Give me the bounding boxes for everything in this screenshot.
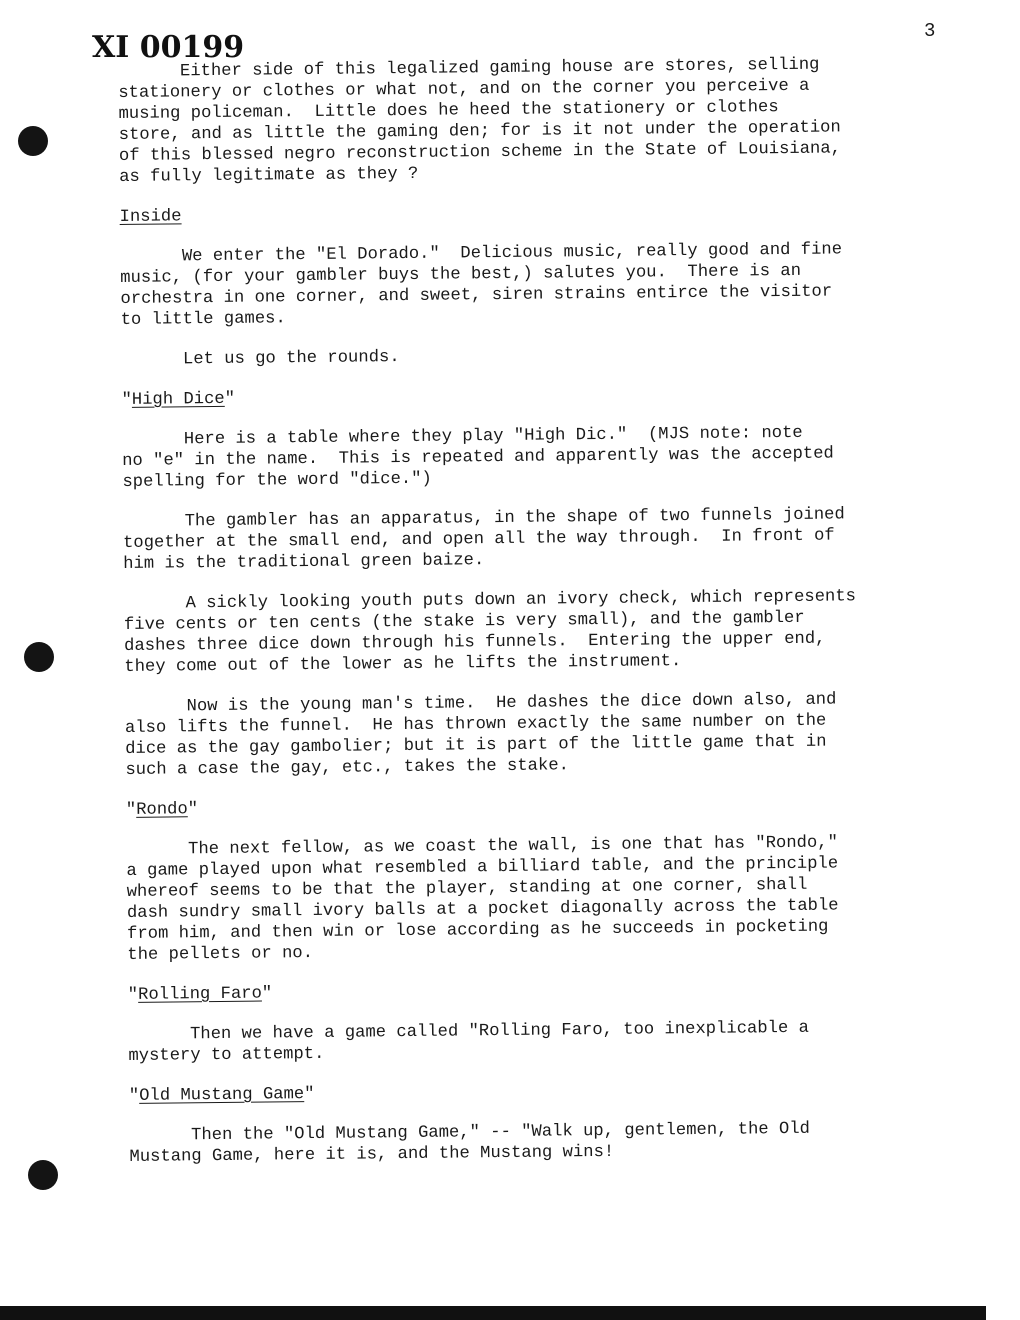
punch-hole-bottom [28, 1160, 58, 1190]
text-line: a game played upon what resembled a billiard table, and the principle [126, 854, 839, 881]
text-line: him is the traditional green baize. [123, 551, 485, 574]
document-stamp: XI 00199 [92, 30, 245, 65]
text-line: We enter the "El Dorado." Delicious music, really good and fine [119, 240, 843, 267]
text-line: A sickly looking youth puts down an ivory check, which represents [123, 587, 857, 614]
section-heading-high-dice: "High Dice" [121, 389, 236, 410]
text-line: stationery or clothes or what not, and on the corner you perceive a [118, 76, 810, 103]
text-line: from him, and then win or lose according as he succeeds in pocketing [127, 917, 829, 944]
text-line: music, (for your gambler buys the best,) salutes you. There is an [120, 261, 802, 288]
text-line: they come out of the lower as he lifts the instrument. [124, 652, 682, 677]
text-line: to little games. [120, 309, 286, 330]
text-line: musing policeman. Little does he heed the stationery or clothes [118, 98, 779, 124]
text-line: The next fellow, as we coast the wall, is one that has "Rondo," [126, 833, 839, 860]
text-line: whereof seems to be that the player, standing at one corner, shall [126, 875, 808, 902]
text-line: as fully legitimate as they ? [119, 164, 419, 187]
text-line: Mustang Game, here it is, and the Mustang wins! [129, 1142, 615, 1167]
text-line: together at the small end, and open all the way through. In front of [122, 526, 835, 553]
text-line: Here is a table where they play "High Dic." (MJS note: note [121, 423, 803, 450]
text-line: such a case the gay, etc., takes the stake. [125, 756, 570, 780]
text-line: dash sundry small ivory balls at a pocket diagonally across the table [126, 896, 839, 923]
punch-hole-middle [24, 642, 54, 672]
section-heading-old-mustang: "Old Mustang Game" [128, 1084, 315, 1106]
text-line: no "e" in the name. This is repeated and apparently was the accepted [122, 444, 834, 471]
text-line: Now is the young man's time. He dashes the dice down also, and [124, 690, 837, 717]
section-heading-rondo: "Rondo" [125, 800, 199, 820]
text-line: also lifts the funnel. He has thrown exactly the same number on the [124, 711, 827, 738]
section-heading-inside: Inside [119, 207, 182, 227]
document-body [118, 53, 990, 1168]
text-line: five cents or ten cents (the stake is very small), and the gambler [123, 608, 805, 635]
text-line: spelling for the word "dice.") [122, 469, 432, 492]
page-number: 3 [924, 20, 936, 42]
text-line: dashes three dice down through his funnels. Entering the upper end, [124, 629, 826, 656]
text-line: store, and as little the gaming den; for is it not under the operation [118, 118, 841, 145]
text-line: Then we have a game called "Rolling Faro, too inexplicable a [128, 1018, 810, 1045]
text-line: Let us go the rounds. [121, 348, 400, 370]
text-line: the pellets or no. [127, 944, 314, 965]
text-line: mystery to attempt. [128, 1044, 325, 1066]
text-line: orchestra in one corner, and sweet, siren strains entirce the visitor [120, 282, 833, 309]
scan-bottom-bar [0, 1306, 986, 1320]
text-line: of this blessed negro reconstruction scheme in the State of Louisiana, [118, 139, 842, 166]
punch-hole-top [18, 126, 48, 156]
text-line: Then the "Old Mustang Game," -- "Walk up, gentlemen, the Old [129, 1119, 811, 1146]
text-line: dice as the gay gambolier; but it is part of the little game that in [125, 732, 827, 759]
text-line: The gambler has an apparatus, in the shape of two funnels joined [122, 505, 845, 532]
section-heading-rolling-faro: "Rolling Faro" [127, 984, 273, 1005]
text-line: Either side of this legalized gaming house are stores, selling [118, 55, 820, 82]
